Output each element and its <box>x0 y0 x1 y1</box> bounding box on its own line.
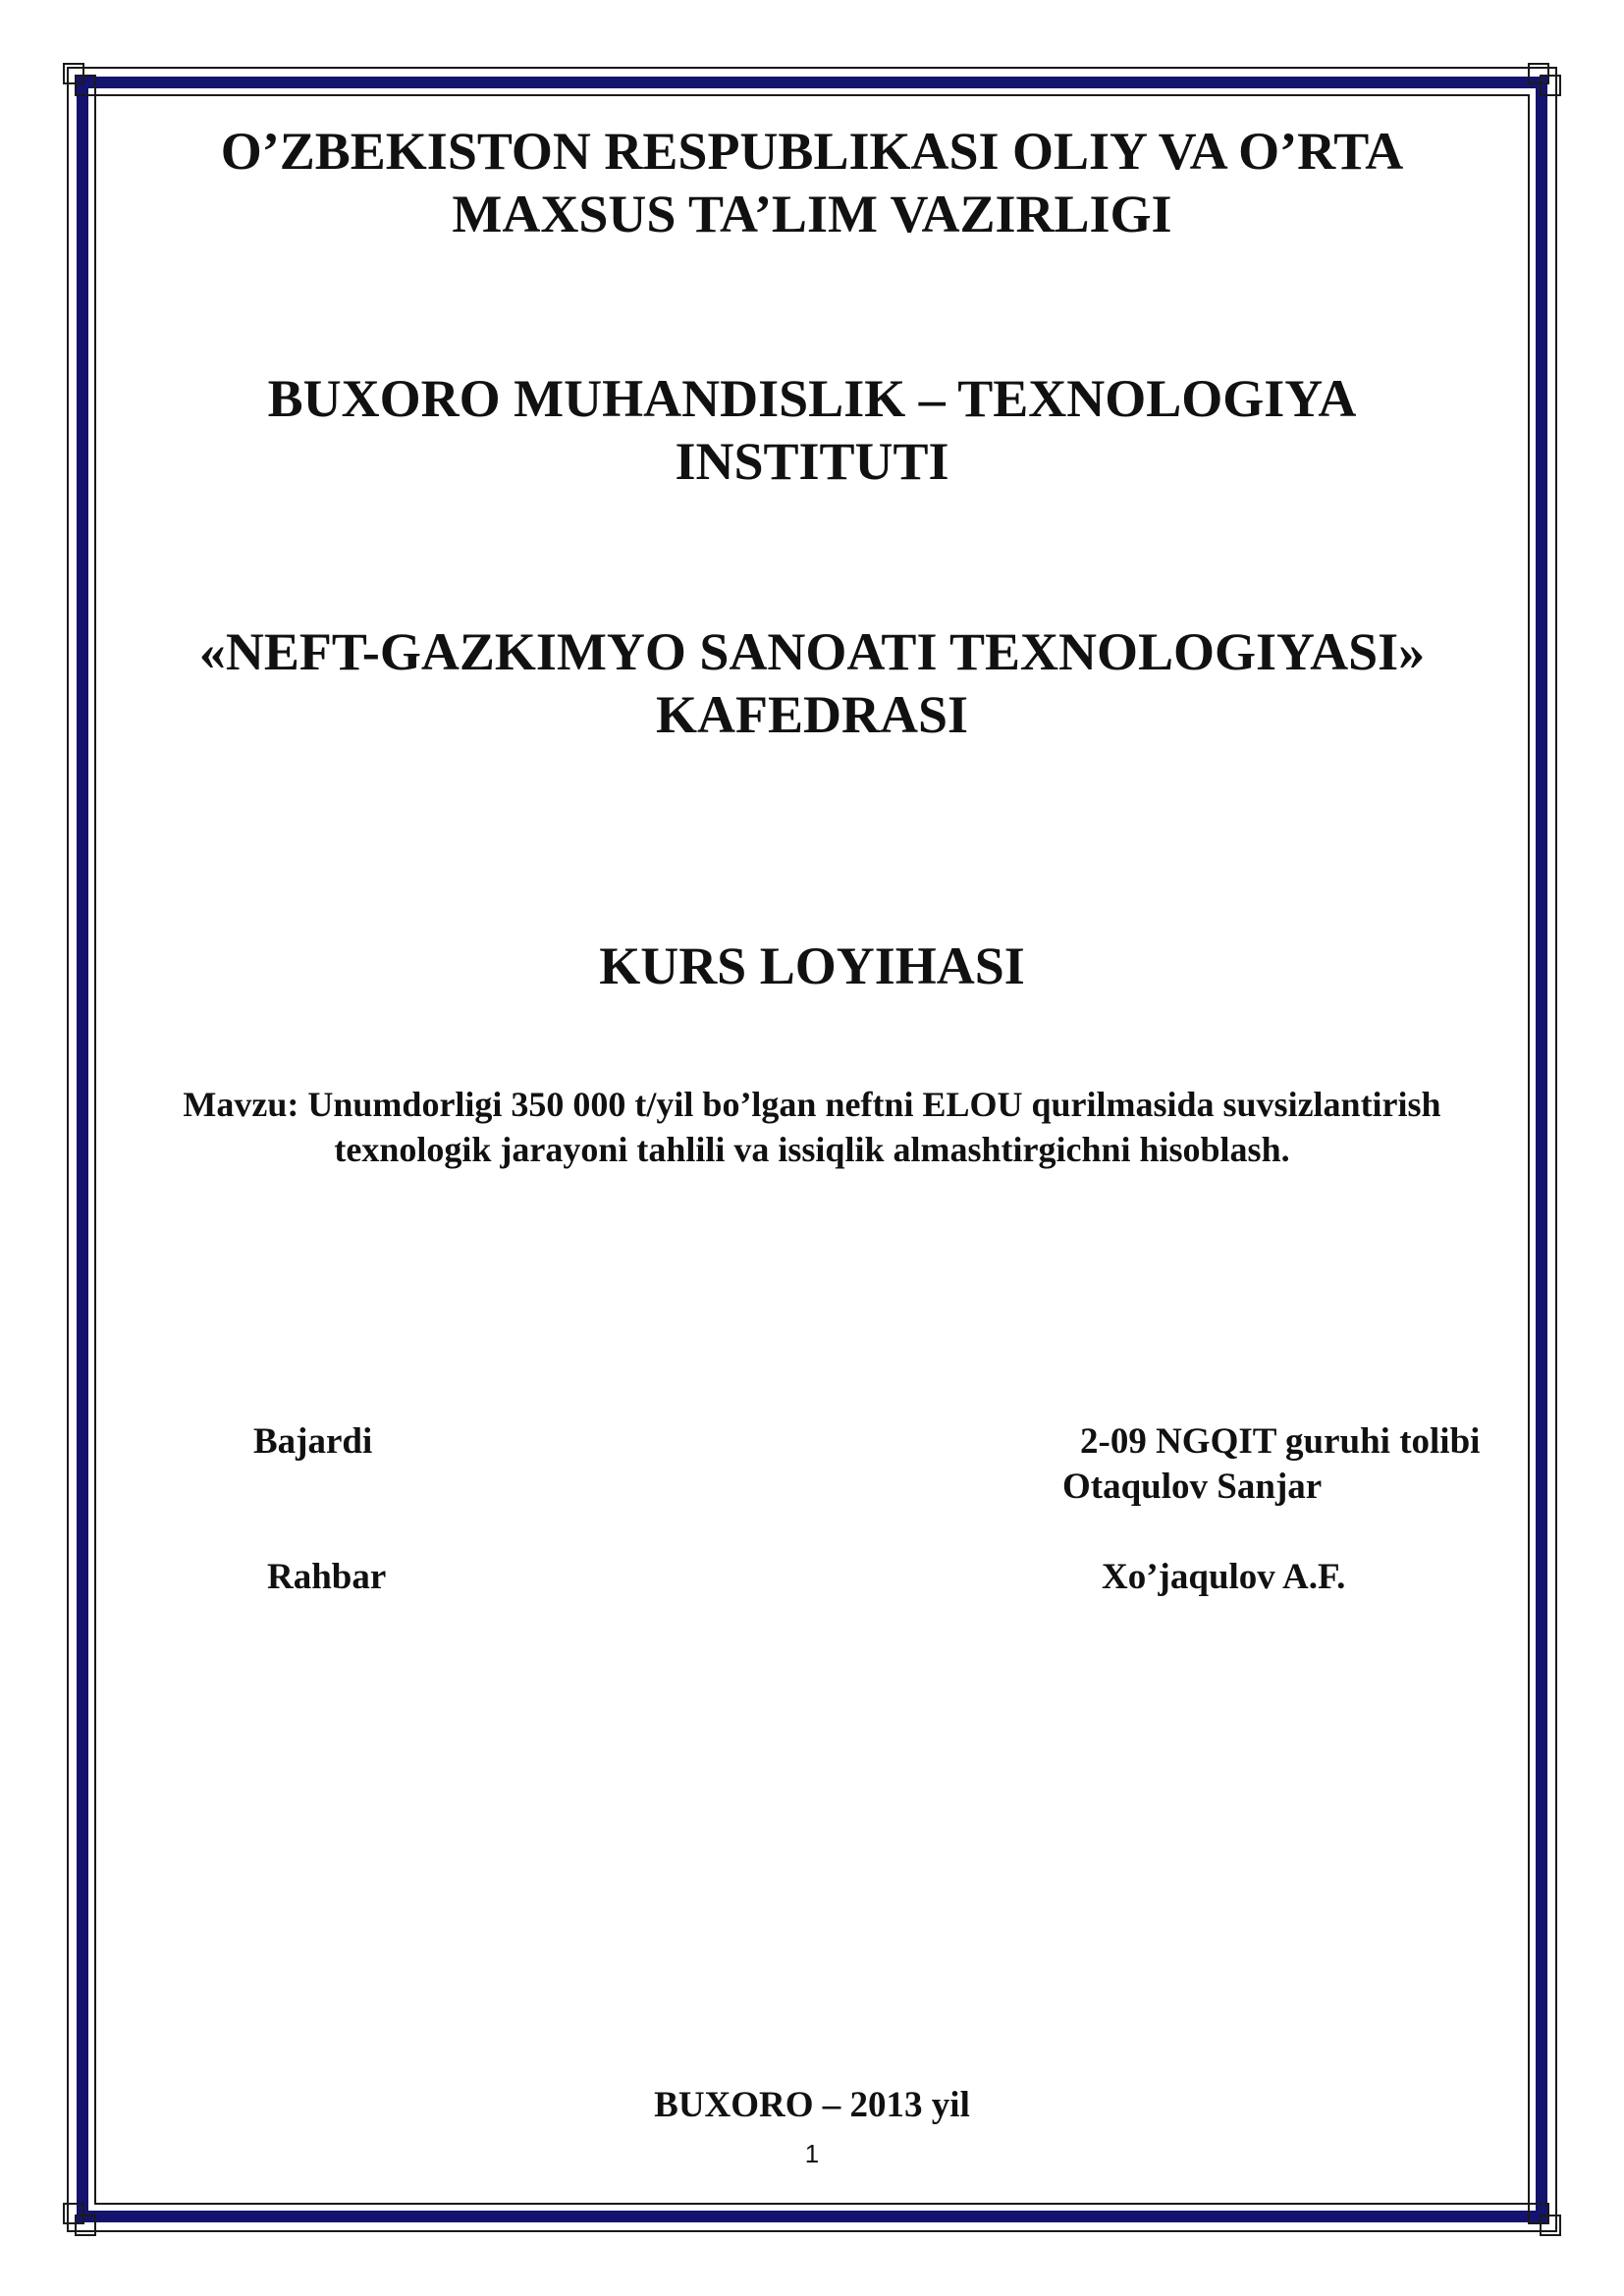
ministry-line-2: MAXSUS TA’LIM VAZIRLIGI <box>452 185 1172 243</box>
department-heading <box>108 620 1516 746</box>
city-year: BUXORO – 2013 yil <box>654 2085 970 2125</box>
institute-line-1: BUXORO MUHANDISLIK – TEXNOLOGIYA <box>267 369 1357 428</box>
student-name: Otaqulov Sanjar <box>1062 1467 1323 1507</box>
institute-heading <box>108 367 1516 493</box>
student-group: 2-09 NGQIT guruhi tolibi <box>1080 1421 1481 1462</box>
border-corner-bottom-right <box>1528 2203 1561 2236</box>
department-line-1: «NEFT-GAZKIMYO SANOATI TEXNOLOGIYASI» <box>198 622 1426 681</box>
supervisor-label: Rahbar <box>267 1557 387 1597</box>
page-number: 1 <box>804 2139 820 2168</box>
performed-by-label: Bajardi <box>253 1421 373 1462</box>
ministry-heading <box>108 120 1516 245</box>
topic-line-1: Mavzu: Unumdorligi 350 000 t/yil bo’lgan neftni ELOU qurilmasida suvsizlantirish <box>183 1085 1441 1124</box>
topic-line-2: texnologik jarayoni tahlili va issiqlik almashtirgichni hisoblash. <box>334 1130 1290 1169</box>
supervisor-name: Xo’jaqulov A.F. <box>1102 1557 1346 1597</box>
border-corner-top-right <box>1528 63 1561 96</box>
border-corner-top-left <box>63 63 96 96</box>
ministry-line-1: O’ZBEKISTON RESPUBLIKASI OLIY VA O’RTA <box>220 122 1404 181</box>
document-type-title: KURS LOYIHASI <box>599 936 1025 995</box>
topic-text <box>108 1082 1516 1172</box>
border-corner-bottom-left <box>63 2203 96 2236</box>
department-line-2: KAFEDRASI <box>655 685 969 744</box>
institute-line-2: INSTITUTI <box>675 432 949 491</box>
